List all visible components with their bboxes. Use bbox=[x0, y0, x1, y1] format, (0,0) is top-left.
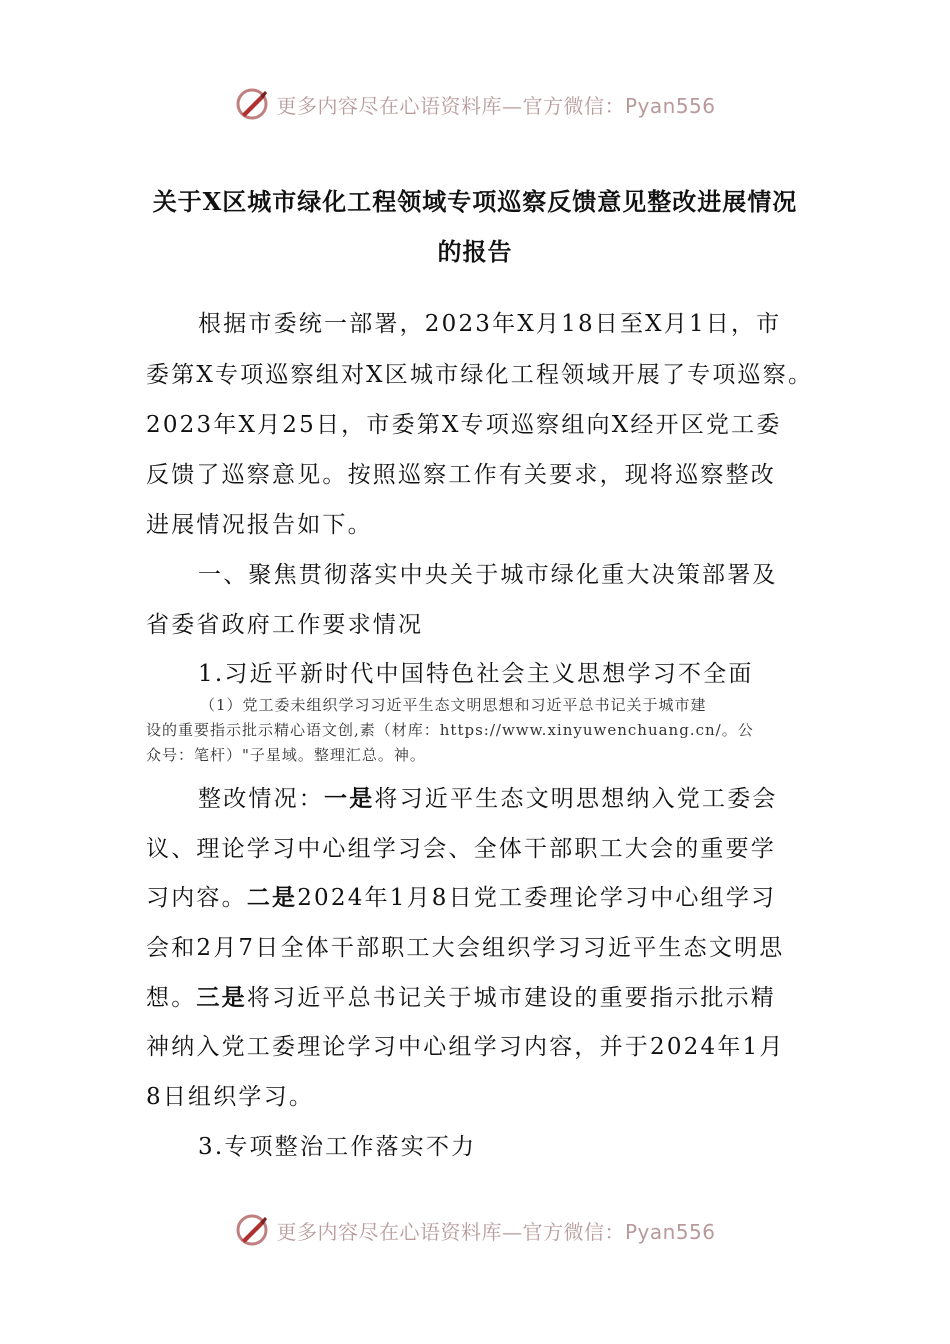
header-banner bbox=[0, 84, 950, 124]
intro-line: 根据市委统一部署，2023年X月18日至X月1日，市 bbox=[198, 311, 782, 337]
doc-title-line2: 的报告 bbox=[437, 237, 513, 266]
rectify-line: 想。三是将习近平总书记关于城市建设的重要指示批示精 bbox=[146, 984, 777, 1011]
rectify-line: 整改情况：一是将习近平生态文明思想纳入党工委会 bbox=[198, 785, 778, 812]
section-heading: 省委省政府工作要求情况 bbox=[146, 612, 424, 638]
item-heading-3: 3.专项整治工作落实不力 bbox=[198, 1134, 477, 1160]
rectify-line: 8日组织学习。 bbox=[146, 1084, 315, 1110]
item-heading-1: 1.习近平新时代中国特色社会主义思想学习不全面 bbox=[198, 661, 754, 687]
rectify-line: 会和2月7日全体干部职工大会组织学习习近平生态文明思 bbox=[146, 935, 785, 961]
banner-text: 更多内容尽在心语资料库—官方微信：Pyan556 bbox=[276, 1219, 716, 1244]
section-heading: 一、聚焦贯彻落实中央关于城市绿化重大决策部署及 bbox=[198, 562, 778, 588]
wechat-id: Pyan556 bbox=[624, 1219, 716, 1244]
intro-line: 委第X专项巡察组对X区城市绿化工程领域开展了专项巡察。 bbox=[146, 362, 814, 388]
wechat-id: Pyan556 bbox=[624, 93, 716, 118]
note-line: 众号：笔杆）"子星域。整理汇总。神。 bbox=[146, 746, 426, 764]
doc-title-line1: 关于X区城市绿化工程领域专项巡察反馈意见整改进展情况 bbox=[152, 187, 798, 216]
intro-line: 2023年X月25日，市委第X专项巡察组向X经开区党工委 bbox=[146, 412, 782, 438]
footer-banner bbox=[0, 1210, 950, 1250]
rectify-line: 神纳入党工委理论学习中心组学习内容，并于2024年1月 bbox=[146, 1034, 785, 1060]
pen-logo-icon bbox=[234, 86, 270, 122]
note-line: （1）党工委未组织学习习近平生态文明思想和习近平总书记关于城市建 bbox=[200, 696, 707, 714]
note-line: 设的重要指示批示精心语文创,素（材库：https://www.xinyuwenchuang.cn/。公 bbox=[146, 721, 754, 739]
intro-line: 进展情况报告如下。 bbox=[146, 512, 373, 538]
intro-line: 反馈了巡察意见。按照巡察工作有关要求，现将巡察整改 bbox=[146, 462, 776, 488]
rectify-line: 习内容。二是2024年1月8日党工委理论学习中心组学习 bbox=[146, 884, 777, 911]
rectify-line: 议、理论学习中心组学习会、全体干部职工大会的重要学 bbox=[146, 836, 776, 862]
pen-logo-icon bbox=[234, 1212, 270, 1248]
banner-text: 更多内容尽在心语资料库—官方微信：Pyan556 bbox=[276, 93, 716, 118]
